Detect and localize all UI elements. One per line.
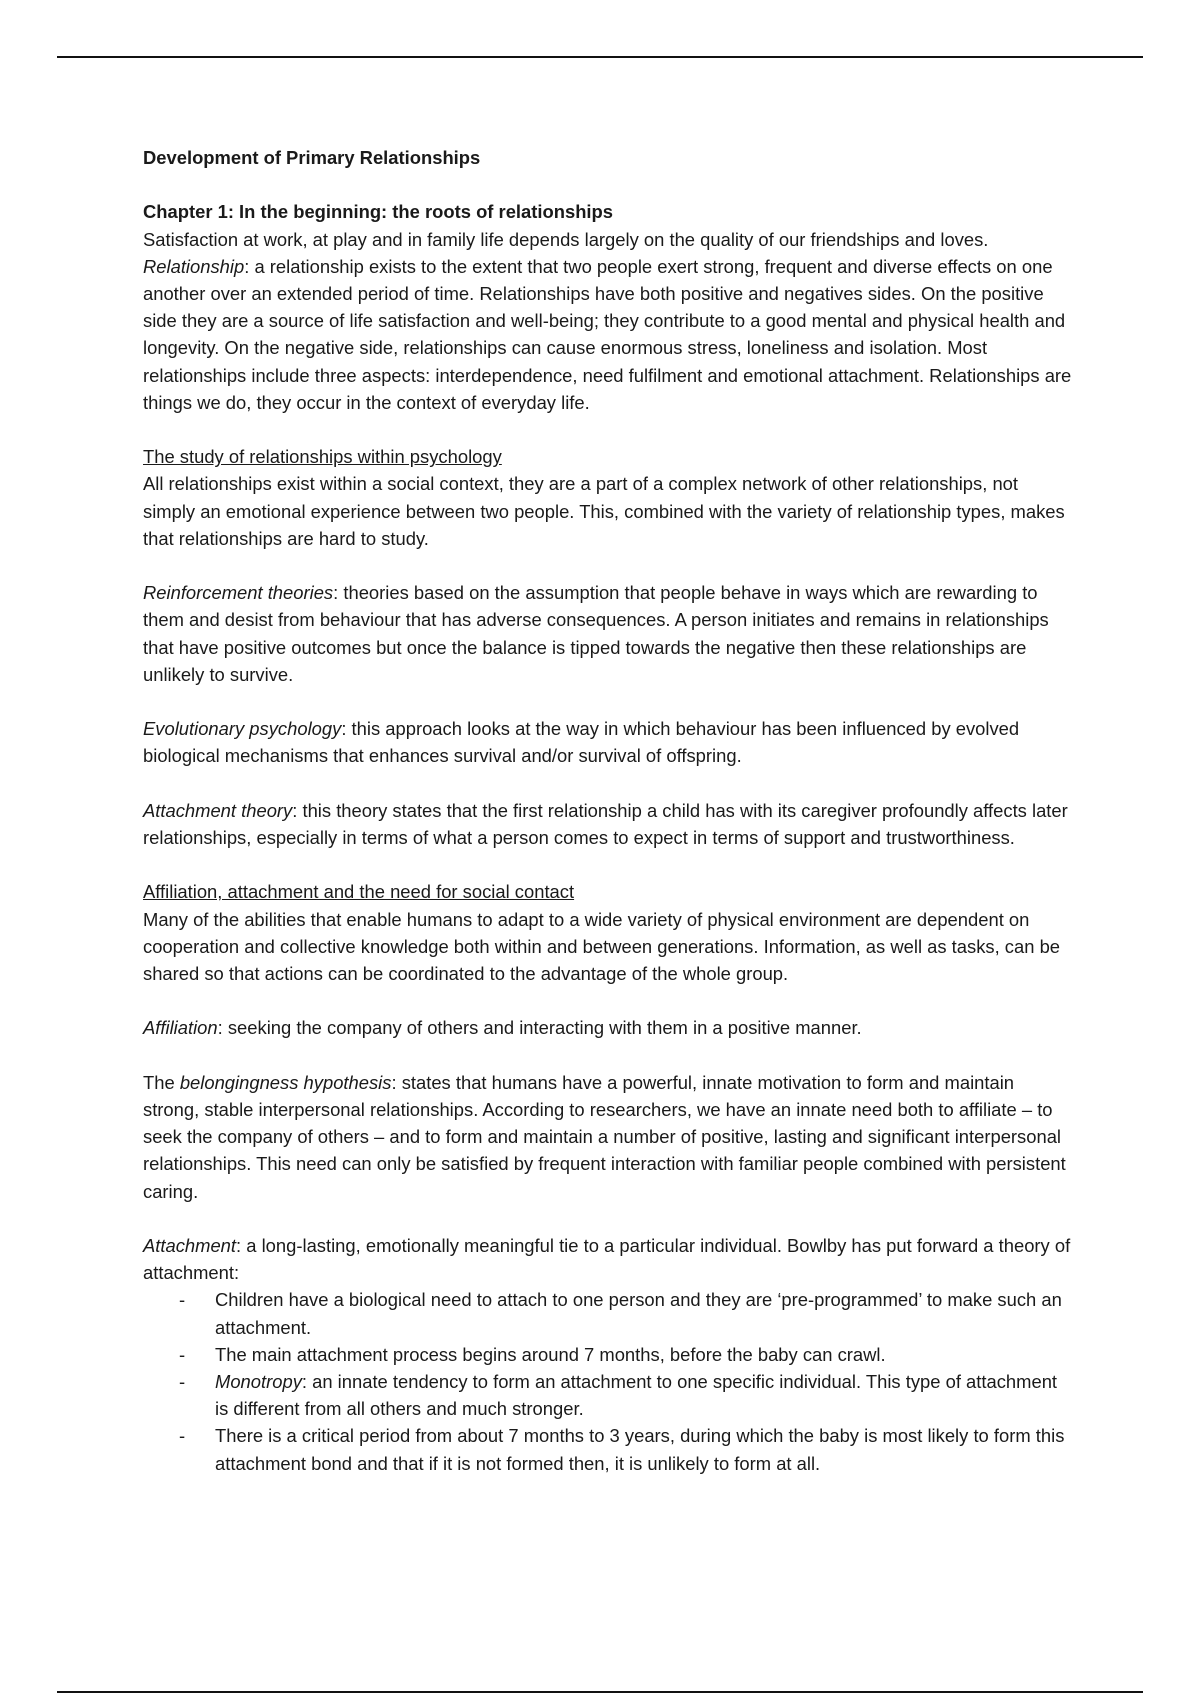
list-item <box>179 1422 1073 1476</box>
footer-rule <box>57 1691 1143 1693</box>
bullet-text: Children have a biological need to attach to one person and they are ‘pre-programmed’ to make such an attachment. <box>215 1289 1062 1338</box>
bullet-dash-icon: - <box>179 1343 186 1365</box>
monotropy-term: Monotropy <box>215 1371 302 1392</box>
belongingness-lead: The <box>143 1071 180 1093</box>
relationship-term: Relationship <box>143 255 245 277</box>
evolutionary-term: Evolutionary psychology <box>143 718 342 740</box>
spacer <box>143 1042 1073 1069</box>
spacer <box>143 416 1073 443</box>
spacer <box>143 987 1073 1014</box>
section-heading-affiliation: Affiliation, attachment and the need for social contact <box>143 881 575 903</box>
bullet-text: There is a critical period from about 7 months to 3 years, during which the baby is most likely to form this attachment bond and that if it is not formed then, it is unlikely to form at all. <box>215 1425 1065 1474</box>
spacer <box>143 552 1073 579</box>
affiliation-text: : seeking the company of others and interacting with them in a positive manner. <box>217 1017 862 1039</box>
reinforcement-paragraph <box>143 579 1073 688</box>
spacer <box>143 1205 1073 1232</box>
chapter-heading: Chapter 1: In the beginning: the roots of relationships <box>143 201 613 223</box>
list-item <box>179 1341 1073 1368</box>
header-rule <box>57 56 1143 58</box>
bullet-text: : an innate tendency to form an attachment to one specific individual. This type of attachment is different from all others and much stronger. <box>215 1371 1058 1420</box>
attachment-text: : a long-lasting, emotionally meaningful tie to a particular individual. Bowlby has put forward a theory of attachment: <box>143 1234 1071 1284</box>
affiliation-section-paragraph: Many of the abilities that enable humans to adapt to a wide variety of physical environment are dependent on cooperation and collective knowledge both within and between generations. Information, as well as tasks, can be shared so that actions can be coordinated to the advantage of the whole group. <box>143 908 1061 984</box>
bullet-dash-icon: - <box>179 1289 186 1311</box>
reinforcement-term: Reinforcement theories <box>143 582 334 604</box>
bullet-text: The main attachment process begins around 7 months, before the baby can crawl. <box>215 1343 886 1365</box>
belongingness-term: belongingness hypothesis <box>179 1071 392 1093</box>
intro-paragraph <box>143 226 1073 416</box>
attachment-paragraph <box>143 1232 1073 1286</box>
belongingness-text: : states that humans have a powerful, innate motivation to form and maintain strong, stable interpersonal relationships. According to researchers, we have an innate need both to affiliate – to seek the company of others – and to form and maintain a number of positive, lasting and significant interpersonal relationships. This need can only be satisfied by frequent interaction with familiar people combined with persistent caring. <box>143 1071 1066 1202</box>
spacer <box>143 688 1073 715</box>
attachment-theory-term: Attachment theory <box>143 799 293 821</box>
intro-lead: Satisfaction at work, at play and in family life depends largely on the quality of our friendships and loves. <box>143 228 989 250</box>
evolutionary-text: : this approach looks at the way in which behaviour has been influenced by evolved biological mechanisms that enhances survival and/or survival of offspring. <box>143 718 1020 767</box>
belongingness-paragraph <box>143 1069 1073 1205</box>
affiliation-term: Affiliation <box>143 1017 218 1039</box>
attachment-bullet-list <box>143 1286 1073 1476</box>
document-title: Development of Primary Relationships <box>143 147 481 168</box>
attachment-term: Attachment <box>143 1234 237 1256</box>
spacer <box>143 770 1073 797</box>
list-item <box>179 1286 1073 1340</box>
affiliation-paragraph <box>143 1014 1073 1041</box>
study-paragraph: All relationships exist within a social context, they are a part of a complex network of other relationships, not simply an emotional experience between two people. This, combined with the variety of relationship types, makes that relationships are hard to study. <box>143 473 1065 549</box>
attachment-theory-paragraph <box>143 797 1073 851</box>
list-item <box>179 1368 1073 1422</box>
intro-rest: : a relationship exists to the extent that two people exert strong, frequent and diverse effects on one another over an extended period of time. Relationships have both positive and negatives sides. On the positive side they are a source of life satisfaction and well-being; they contribute to a good mental and physical health and longevity. On the negative side, relationships can cause enormous stress, loneliness and isolation. Most relationships include three aspects: interdependence, need fulfilment and emotional attachment. Relationships are things we do, they occur in the context of everyday life. <box>143 255 1072 413</box>
spacer <box>143 851 1073 878</box>
evolutionary-paragraph <box>143 715 1073 769</box>
section-heading-study: The study of relationships within psychology <box>143 446 502 468</box>
attachment-theory-text: : this theory states that the first relationship a child has with its caregiver profoundly affects later relationships, especially in terms of what a person comes to expect in terms of support and trustworthiness. <box>143 799 1068 848</box>
document-body <box>143 144 1073 1477</box>
bullet-dash-icon: - <box>179 1425 186 1447</box>
bullet-dash-icon: - <box>179 1371 186 1392</box>
reinforcement-text: : theories based on the assumption that people behave in ways which are rewarding to them and desist from behaviour that has adverse consequences. A person initiates and remains in relationships that have positive outcomes but once the balance is tipped towards the negative then these relationships are unlikely to survive. <box>143 582 1049 685</box>
spacer <box>143 171 1073 198</box>
